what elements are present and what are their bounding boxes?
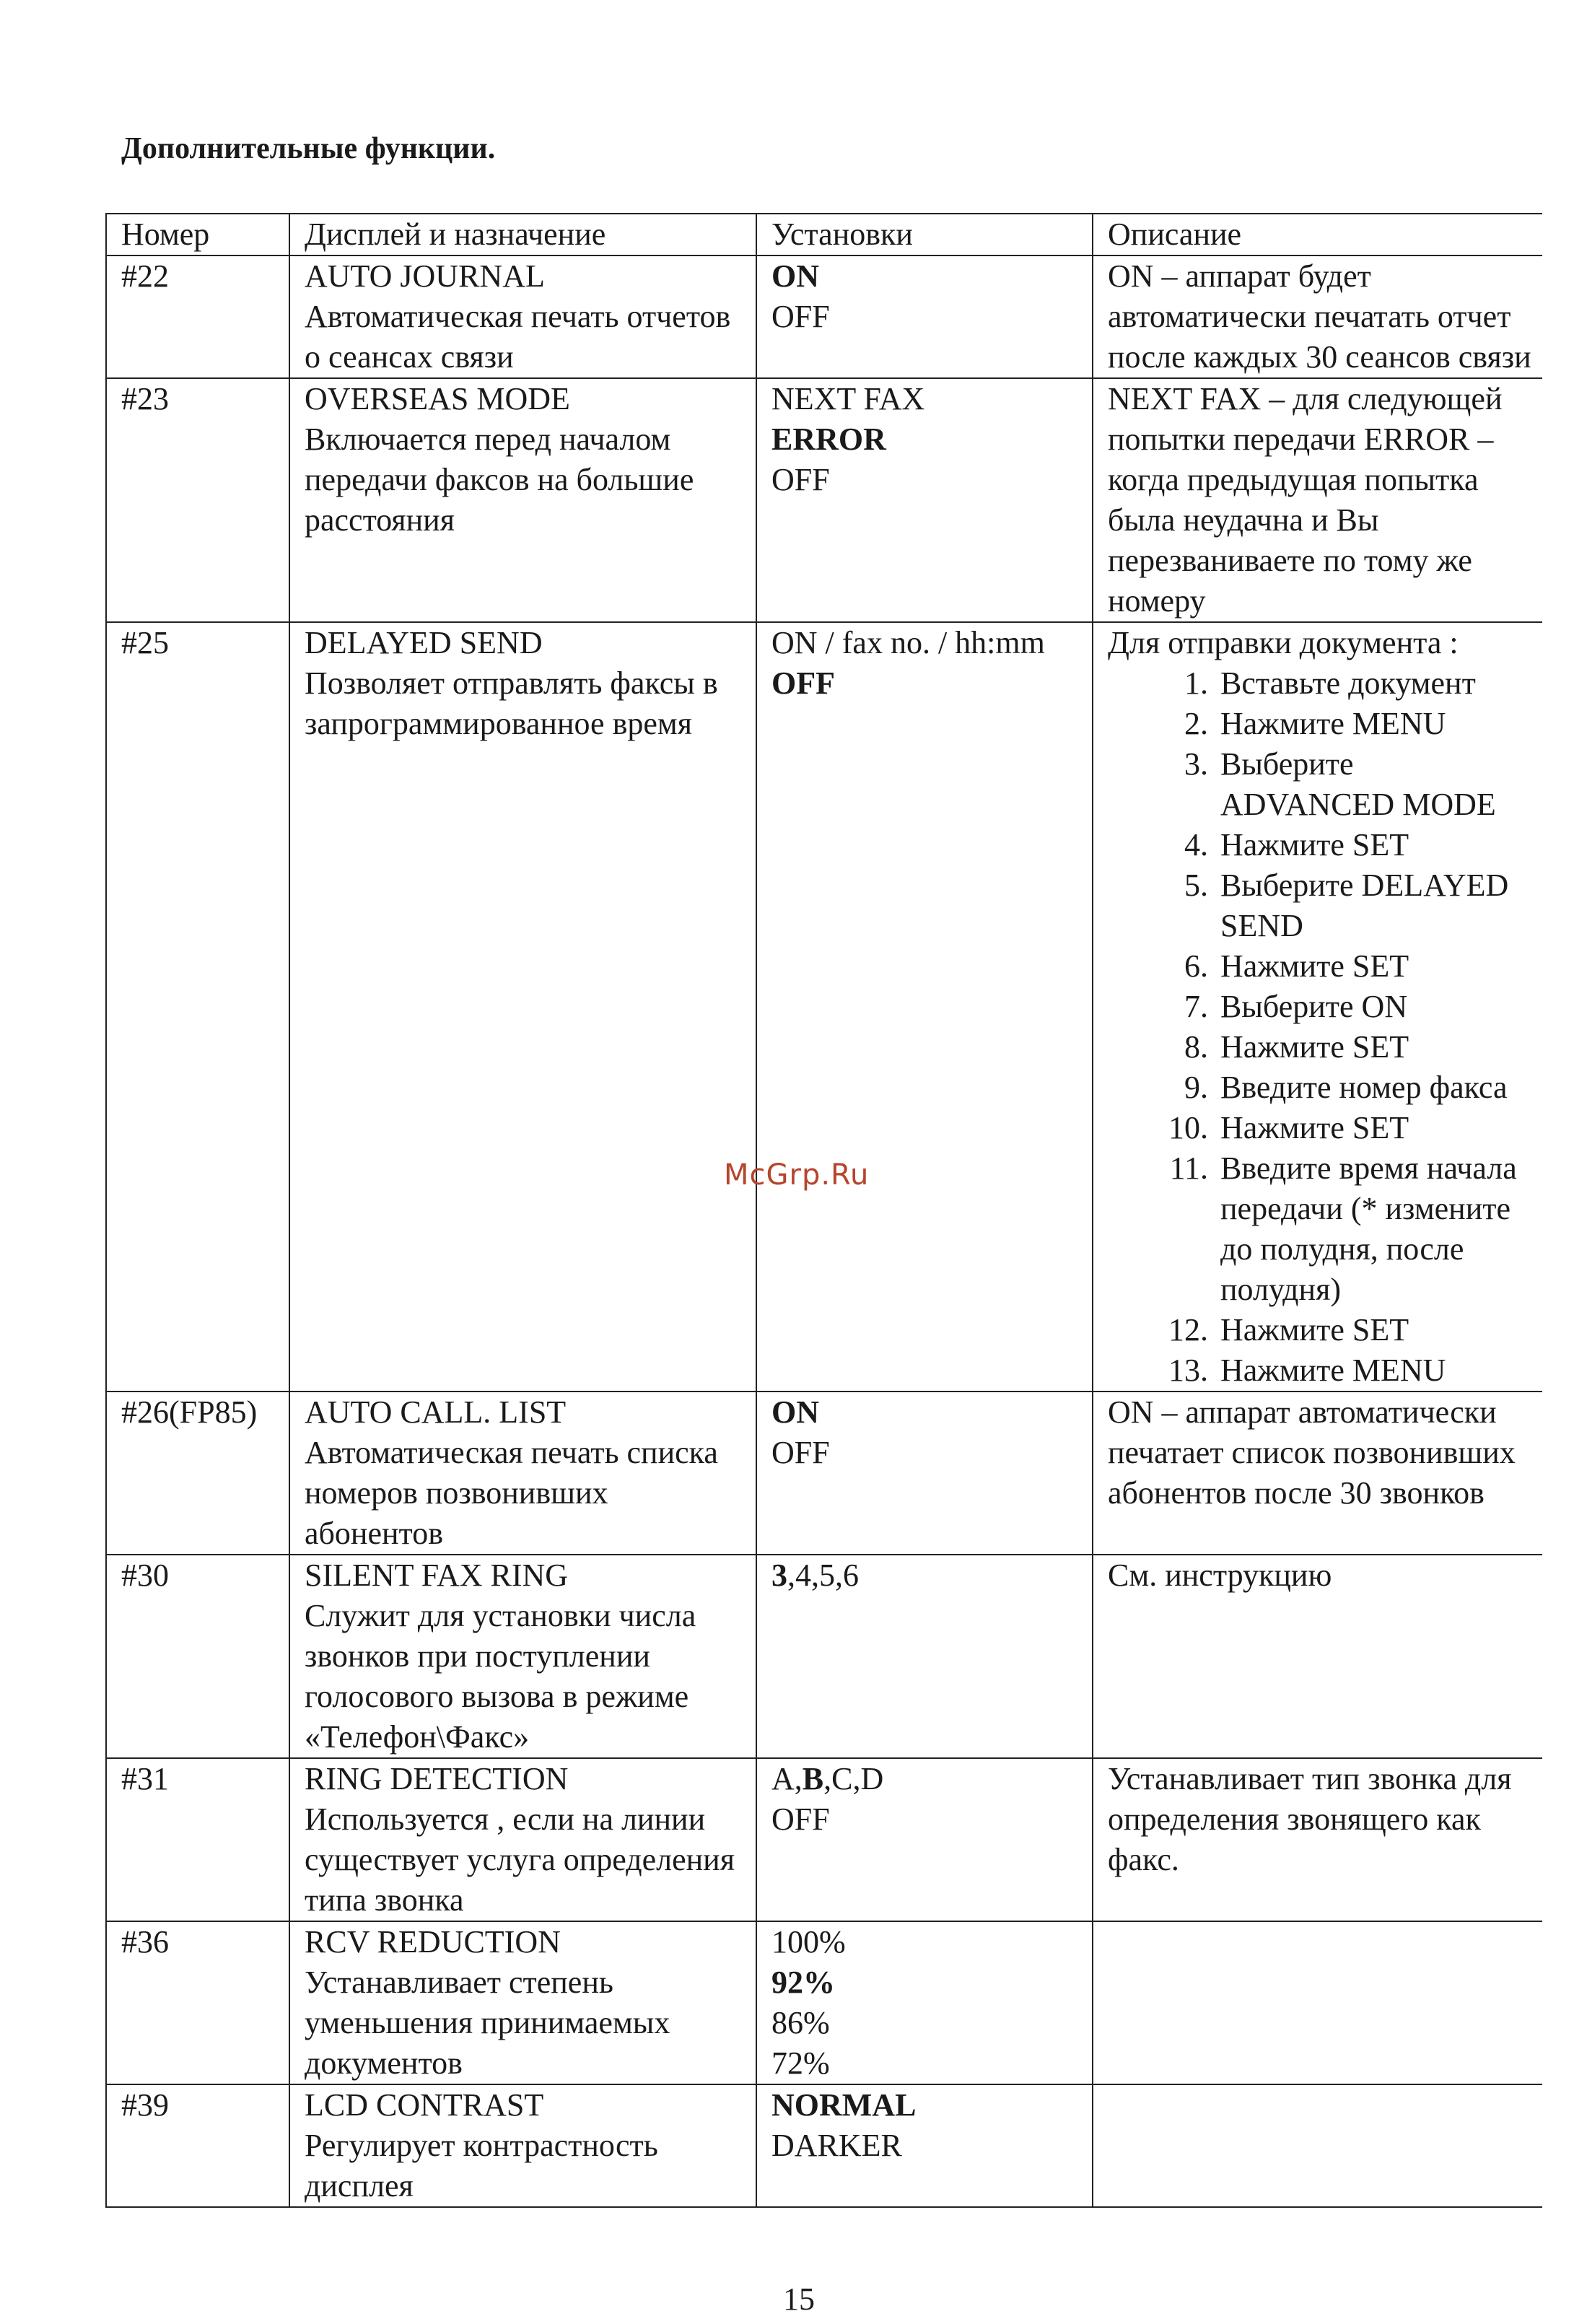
header-settings: Установки bbox=[756, 214, 1093, 255]
display-description: Позволяет отправлять факсы в запрограммированное время bbox=[305, 665, 718, 741]
description-cell bbox=[1093, 622, 1542, 1392]
table-row bbox=[106, 1921, 1542, 2084]
display-title: OVERSEAS MODE bbox=[305, 381, 570, 416]
settings-cell bbox=[756, 255, 1093, 378]
setting-option: 72% bbox=[771, 2045, 830, 2081]
display-cell bbox=[289, 1921, 756, 2084]
display-cell bbox=[289, 1758, 756, 1921]
display-description: Автоматическая печать списка номеров позвонивших абонентов bbox=[305, 1435, 718, 1551]
description-cell: ON – аппарат автоматически печатает список позвонивших абонентов после 30 звонков bbox=[1093, 1392, 1542, 1555]
setting-option: OFF bbox=[771, 462, 830, 497]
functions-table bbox=[105, 213, 1542, 2208]
table-row bbox=[106, 1555, 1542, 1758]
display-description: Служит для установки числа звонков при поступлении голосового вызова в режиме «Телефон\Факс» bbox=[305, 1598, 696, 1755]
display-title: RCV REDUCTION bbox=[305, 1924, 561, 1960]
display-cell bbox=[289, 378, 756, 622]
display-description: Автоматическая печать отчетов о сеансах связи bbox=[305, 299, 731, 375]
setting-option: ,C,D bbox=[823, 1761, 884, 1796]
list-item: 13. Нажмите MENU bbox=[1216, 1350, 1532, 1391]
table-header-row bbox=[106, 214, 1542, 255]
display-description: Устанавливает степень уменьшения принимаемых документов bbox=[305, 1965, 670, 2081]
display-title: RING DETECTION bbox=[305, 1761, 569, 1796]
settings-line bbox=[771, 1555, 1082, 1596]
table-row bbox=[106, 622, 1542, 1392]
table-row bbox=[106, 255, 1542, 378]
display-cell bbox=[289, 2084, 756, 2207]
settings-cell bbox=[756, 1921, 1093, 2084]
setting-default: B bbox=[802, 1761, 824, 1796]
list-item: 8. Нажмите SET bbox=[1216, 1027, 1532, 1067]
list-item: 4. Нажмите SET bbox=[1216, 825, 1532, 865]
setting-option: ,4,5,6 bbox=[787, 1558, 859, 1593]
setting-option: A, bbox=[771, 1761, 803, 1796]
display-title: AUTO JOURNAL bbox=[305, 258, 545, 294]
setting-option: ON / fax no. / hh:mm bbox=[771, 625, 1045, 660]
description-intro: Для отправки документа : bbox=[1108, 625, 1459, 660]
display-cell bbox=[289, 1555, 756, 1758]
function-number: #36 bbox=[106, 1921, 289, 2084]
header-description: Описание bbox=[1093, 214, 1542, 255]
description-cell: См. инструкцию bbox=[1093, 1555, 1542, 1758]
setting-default: OFF bbox=[771, 665, 835, 701]
list-item: 11. Введите время начала передачи (* измените до полудня, после полудня) bbox=[1216, 1148, 1532, 1310]
display-title: AUTO CALL. LIST bbox=[305, 1394, 567, 1430]
display-cell bbox=[289, 255, 756, 378]
list-item: 3. Выберите ADVANCED MODE bbox=[1216, 744, 1532, 825]
setting-default: ERROR bbox=[771, 421, 886, 457]
header-number: Номер bbox=[106, 214, 289, 255]
setting-default: 3 bbox=[771, 1558, 787, 1593]
function-number: #30 bbox=[106, 1555, 289, 1758]
settings-cell bbox=[756, 2084, 1093, 2207]
display-description: Регулирует контрастность дисплея bbox=[305, 2128, 658, 2203]
list-item: 1. Вставьте документ bbox=[1216, 663, 1532, 704]
list-item: 9. Введите номер факса bbox=[1216, 1067, 1532, 1108]
display-title: LCD CONTRAST bbox=[305, 2087, 544, 2123]
setting-option: OFF bbox=[771, 299, 830, 334]
description-cell: NEXT FAX – для следующей попытки передачи ERROR – когда предыдущая попытка была неудачна и Вы перезваниваете по тому же номеру bbox=[1093, 378, 1542, 622]
display-description: Используется , если на линии существует услуга определения типа звонка bbox=[305, 1801, 735, 1918]
function-number: #23 bbox=[106, 378, 289, 622]
list-item: 5. Выберите DELAYED SEND bbox=[1216, 865, 1532, 946]
settings-cell bbox=[756, 378, 1093, 622]
list-item: 2. Нажмите MENU bbox=[1216, 704, 1532, 744]
function-number: #26(FP85) bbox=[106, 1392, 289, 1555]
function-number: #25 bbox=[106, 622, 289, 1392]
setting-option: NEXT FAX bbox=[771, 381, 925, 416]
setting-default: NORMAL bbox=[771, 2087, 917, 2123]
setting-option: OFF bbox=[771, 1801, 830, 1837]
setting-default: ON bbox=[771, 1394, 819, 1430]
settings-cell bbox=[756, 1555, 1093, 1758]
display-cell bbox=[289, 622, 756, 1392]
steps-list bbox=[1108, 663, 1532, 1391]
header-display: Дисплей и назначение bbox=[289, 214, 756, 255]
setting-default: 92% bbox=[771, 1965, 835, 2000]
watermark: McGrp.Ru bbox=[724, 1158, 870, 1192]
list-item: 12. Нажмите SET bbox=[1216, 1310, 1532, 1350]
description-cell bbox=[1093, 2084, 1542, 2207]
table-row bbox=[106, 378, 1542, 622]
display-cell bbox=[289, 1392, 756, 1555]
setting-option: 100% bbox=[771, 1924, 846, 1960]
list-item: 10. Нажмите SET bbox=[1216, 1108, 1532, 1148]
setting-option: 86% bbox=[771, 2005, 830, 2040]
settings-line bbox=[771, 1759, 1082, 1799]
settings-cell bbox=[756, 622, 1093, 1392]
setting-option: OFF bbox=[771, 1435, 830, 1470]
function-number: #22 bbox=[106, 255, 289, 378]
function-number: #39 bbox=[106, 2084, 289, 2207]
setting-option: DARKER bbox=[771, 2128, 902, 2163]
description-cell: ON – аппарат будет автоматически печатать отчет после каждых 30 сеансов связи bbox=[1093, 255, 1542, 378]
table-row bbox=[106, 2084, 1542, 2207]
function-number: #31 bbox=[106, 1758, 289, 1921]
page-number: 15 bbox=[783, 2281, 815, 2317]
settings-cell bbox=[756, 1758, 1093, 1921]
description-cell bbox=[1093, 1921, 1542, 2084]
display-title: SILENT FAX RING bbox=[305, 1558, 569, 1593]
display-description: Включается перед началом передачи факсов на большие расстояния bbox=[305, 421, 694, 538]
list-item: 7. Выберите ON bbox=[1216, 987, 1532, 1027]
table-row bbox=[106, 1758, 1542, 1921]
setting-default: ON bbox=[771, 258, 819, 294]
settings-cell bbox=[756, 1392, 1093, 1555]
list-item: 6. Нажмите SET bbox=[1216, 946, 1532, 987]
page-heading: Дополнительные функции. bbox=[121, 132, 496, 165]
table-row bbox=[106, 1392, 1542, 1555]
description-cell: Устанавливает тип звонка для определения звонящего как факс. bbox=[1093, 1758, 1542, 1921]
display-title: DELAYED SEND bbox=[305, 625, 543, 660]
